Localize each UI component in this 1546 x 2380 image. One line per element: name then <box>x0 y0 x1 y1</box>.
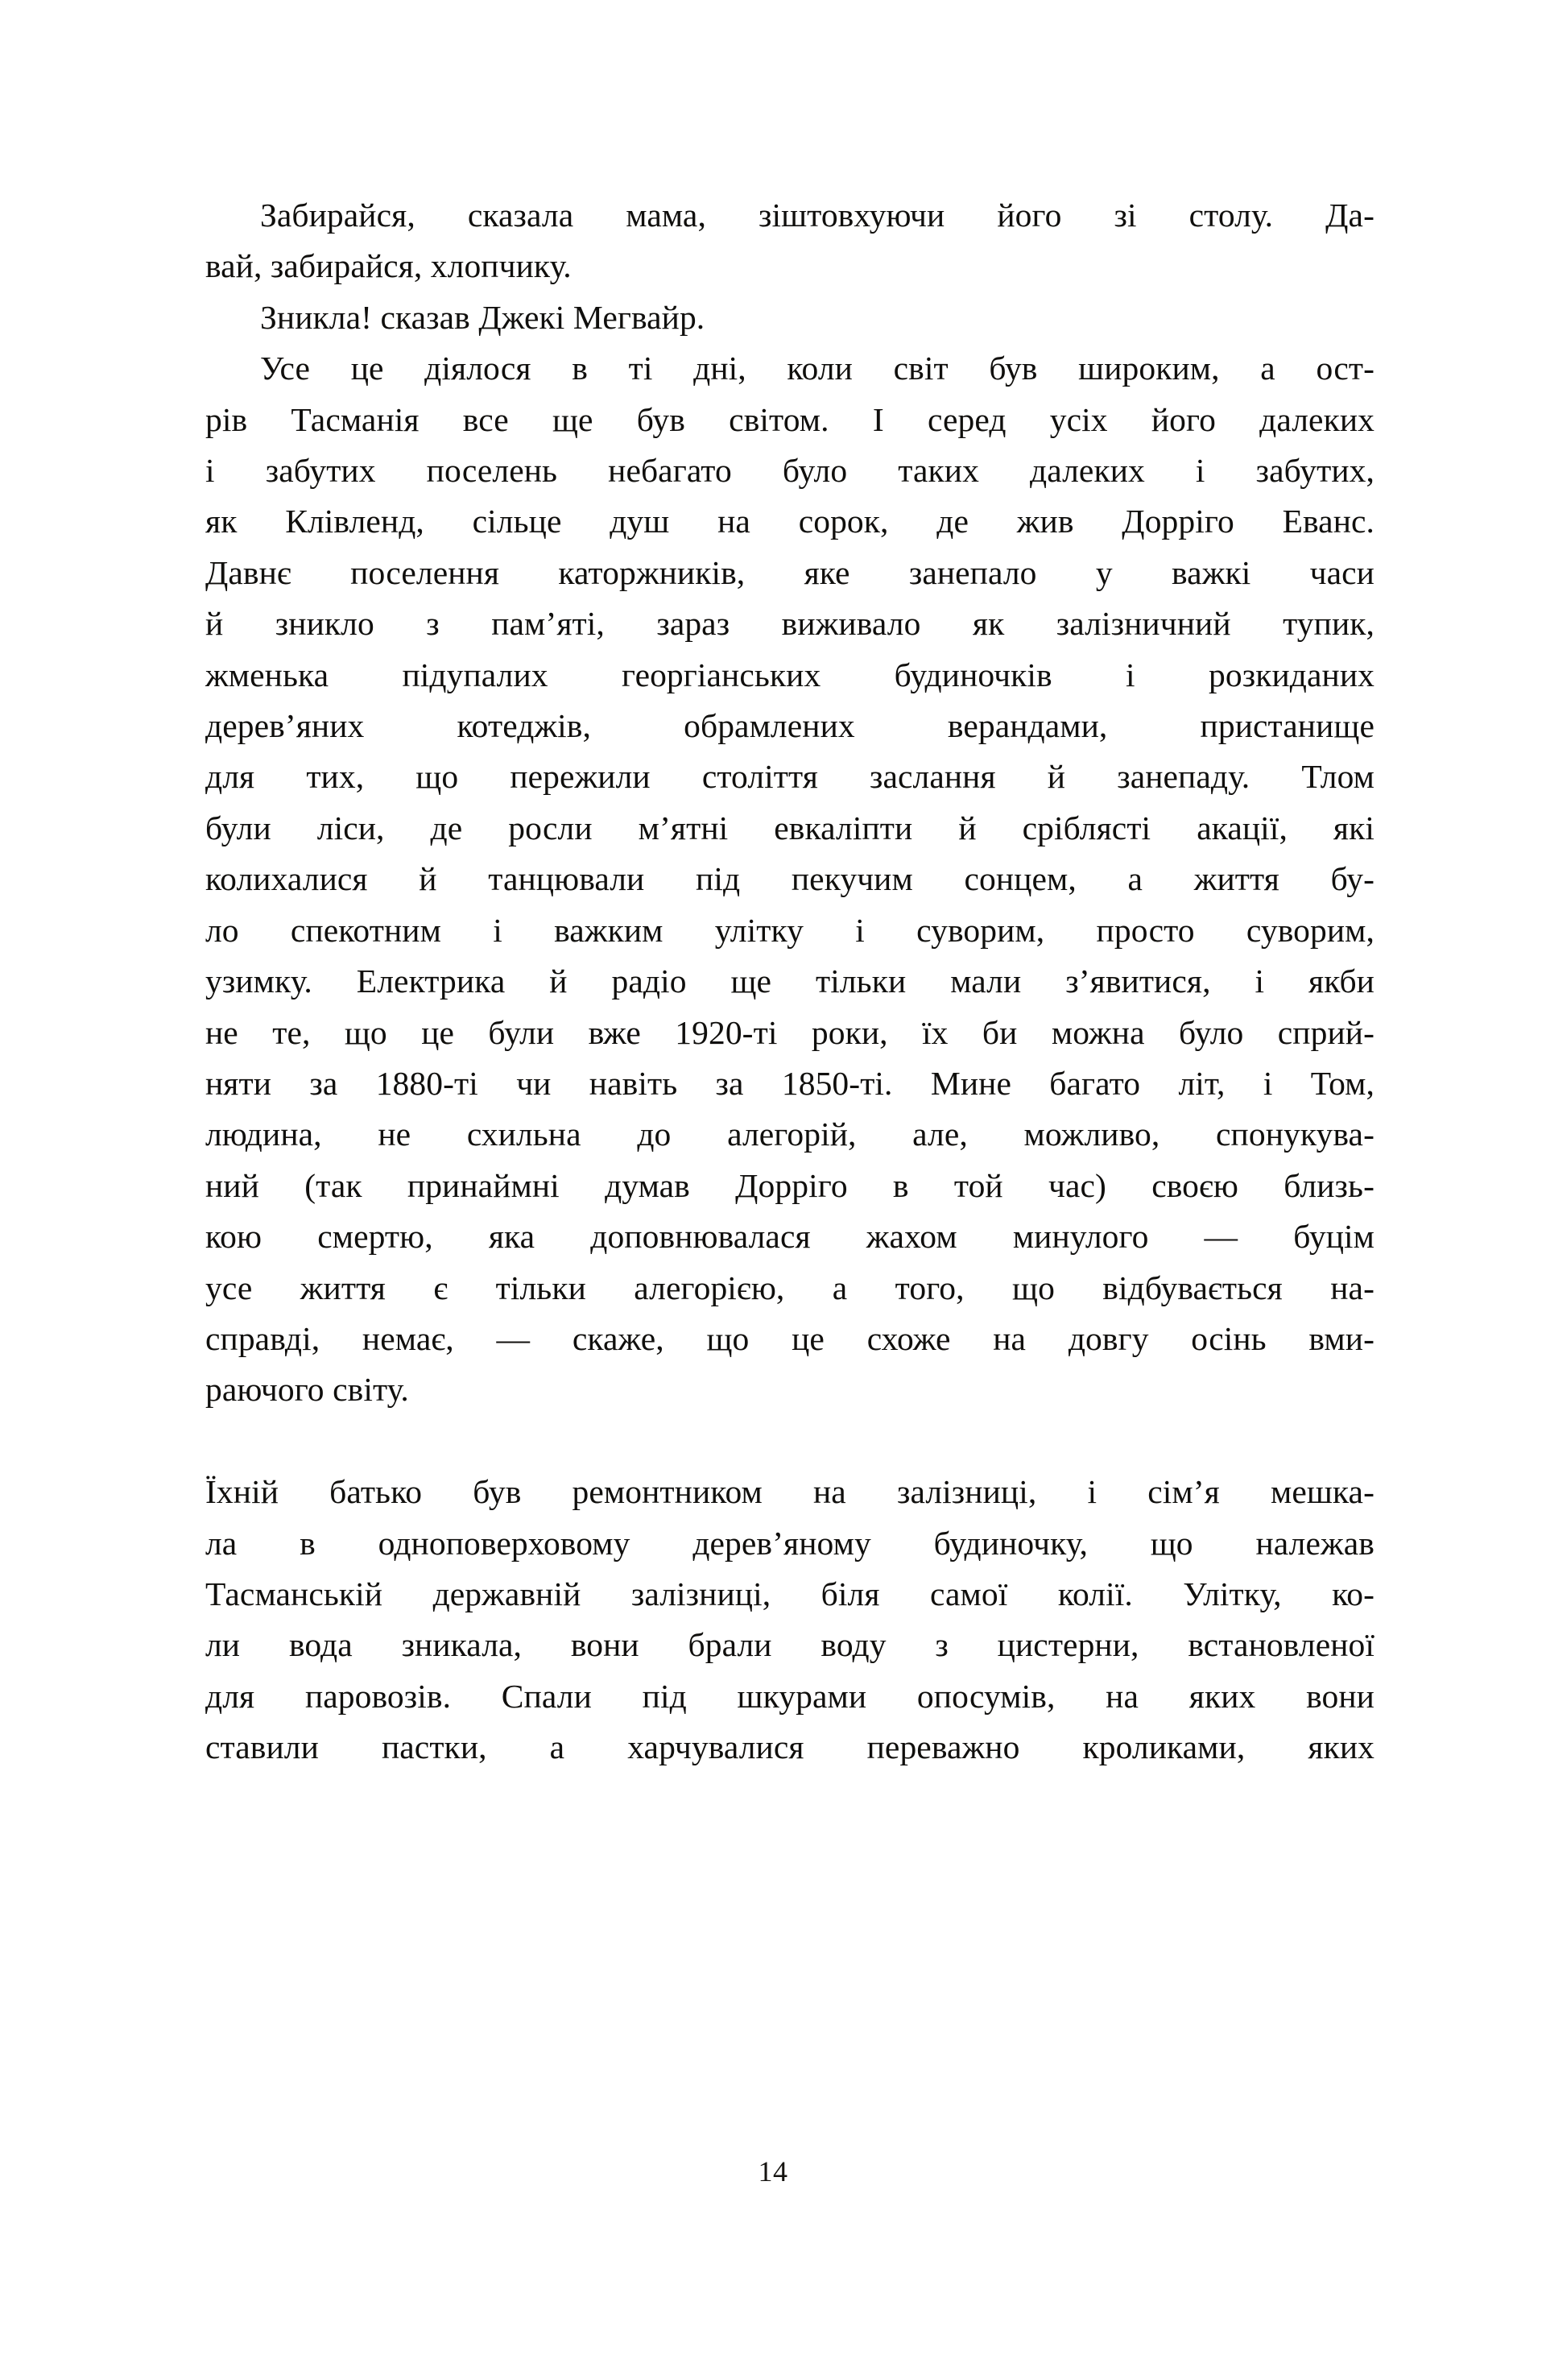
text-line: справді, немає, — скаже, що це схоже на довгу осінь вми- <box>205 1319 1374 1357</box>
page-number: 14 <box>758 2155 788 2188</box>
text-line: ла в одноповерховому дерев’яному будиночку, що належав <box>205 1524 1374 1562</box>
text-line: раючого світу. <box>205 1371 409 1409</box>
text-line: Усе це діялося в ті дні, коли світ був широким, а ост- <box>260 350 1374 387</box>
text-line: Їхній батько був ремонтником на залізниці, і сім’я мешка- <box>205 1473 1374 1511</box>
text-line: узимку. Електрика й радіо ще тільки мали з’явитися, і якби <box>205 962 1374 1000</box>
text-line: ний (так принаймні думав Дорріго в той час) своєю близь- <box>205 1166 1374 1204</box>
paragraph <box>205 1467 1374 1773</box>
text-line: як Клівленд, сільце душ на сорок, де жив Дорріго Еванс. <box>205 503 1374 540</box>
text-line: і забутих поселень небагато було таких далеких і забутих, <box>205 452 1374 490</box>
text-line: няти за 1880-ті чи навіть за 1850-ті. Мине багато літ, і Том, <box>205 1064 1374 1102</box>
text-line: ли вода зникала, вони брали воду з цистерни, встановленої <box>205 1626 1374 1664</box>
text-line: для паровозів. Спали під шкурами опосумів, на яких вони <box>205 1677 1374 1715</box>
body-text-block <box>205 190 1374 1774</box>
paragraph <box>205 343 1374 1416</box>
paragraph <box>205 292 1374 343</box>
text-line: вай, забирайся, хлопчику. <box>205 247 572 285</box>
text-line: колихалися й танцювали під пекучим сонцем, а життя бу- <box>205 860 1374 898</box>
text-line: ставили пастки, а харчувалися переважно кроликами, яких <box>205 1728 1374 1766</box>
text-line: кою смертю, яка доповнювалася жахом минулого — буцім <box>205 1218 1374 1256</box>
text-line: Тасманській державній залізниці, біля самої колії. Улітку, ко- <box>205 1575 1374 1612</box>
text-line: Зникла! сказав Джекі Мегвайр. <box>260 298 705 336</box>
text-line: дерев’яних котеджів, обрамлених верандами, пристанище <box>205 707 1374 745</box>
text-line: й зникло з пам’яті, зараз виживало як залізничний тупик, <box>205 605 1374 643</box>
paragraph-spacer <box>205 1416 1374 1467</box>
text-line: людина, не схильна до алегорій, але, можливо, спонукува- <box>205 1115 1374 1153</box>
text-line: рів Тасманія все ще був світом. І серед усіх його далеких <box>205 400 1374 438</box>
text-line: жменька підупалих георгіанських будиночків і розкиданих <box>205 656 1374 693</box>
text-line: усе життя є тільки алегорією, а того, що відбувається на- <box>205 1269 1374 1306</box>
text-line: Давнє поселення каторжників, яке занепало у важкі часи <box>205 553 1374 591</box>
text-line: були ліси, де росли м’ятні евкаліпти й сріблясті акації, які <box>205 809 1374 846</box>
text-line: для тих, що пережили століття заслання й занепаду. Тлом <box>205 758 1374 796</box>
text-line: Забирайся, сказала мама, зіштовхуючи його зі столу. Да- <box>260 197 1374 234</box>
paragraph <box>205 190 1374 292</box>
text-line: ло спекотним і важким улітку і суворим, просто суворим, <box>205 911 1374 949</box>
text-line: не те, що це були вже 1920-ті роки, їх би можна було сприй- <box>205 1013 1374 1051</box>
